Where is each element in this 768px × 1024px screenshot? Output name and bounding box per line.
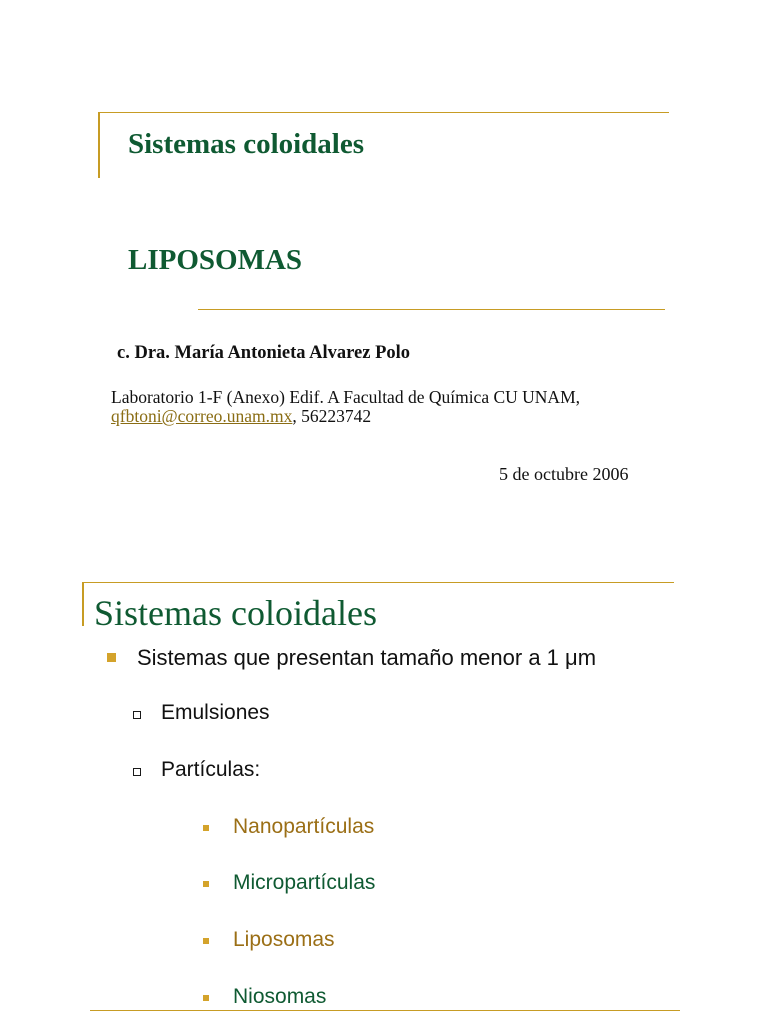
subitem-emulsiones: Emulsiones	[161, 701, 270, 724]
slide1-subtitle: LIPOSOMAS	[128, 244, 303, 276]
slide2-accent-top-line	[82, 582, 674, 583]
slide2-bottom-line	[90, 1010, 680, 1011]
slide1-title: Sistemas coloidales	[128, 128, 365, 160]
particle-niosomas: Niosomas	[233, 985, 327, 1008]
lab-address: Laboratorio 1-F (Anexo) Edif. A Facultad de Química CU UNAM,	[111, 387, 581, 407]
presentation-date: 5 de octubre 2006	[499, 464, 629, 484]
author-name: c. Dra. María Antonieta Alvarez Polo	[117, 343, 411, 363]
email-link[interactable]: qfbtoni@correo.unam.mx	[111, 406, 293, 426]
slide2-title: Sistemas coloidales	[94, 593, 377, 633]
particle-liposomas: Liposomas	[233, 928, 335, 951]
small-square-bullet-icon	[203, 995, 209, 1001]
subtitle-divider-line	[198, 309, 665, 310]
main-bullet-text: Sistemas que presentan tamaño menor a 1 μm	[137, 645, 597, 670]
title-accent-top-line	[98, 112, 669, 113]
slide2-accent-vertical-line	[82, 582, 84, 626]
small-square-bullet-icon	[203, 938, 209, 944]
small-square-bullet-icon	[203, 825, 209, 831]
phone-number: , 56223742	[292, 406, 372, 426]
particle-nanoparticulas: Nanopartículas	[233, 815, 375, 838]
square-bullet-icon	[107, 653, 116, 662]
hollow-square-bullet-icon	[133, 711, 141, 719]
contact-line	[111, 406, 371, 427]
particle-microparticulas: Micropartículas	[233, 871, 376, 894]
subitem-particulas: Partículas:	[161, 758, 261, 781]
hollow-square-bullet-icon	[133, 768, 141, 776]
title-accent-vertical-line	[98, 112, 100, 178]
small-square-bullet-icon	[203, 881, 209, 887]
